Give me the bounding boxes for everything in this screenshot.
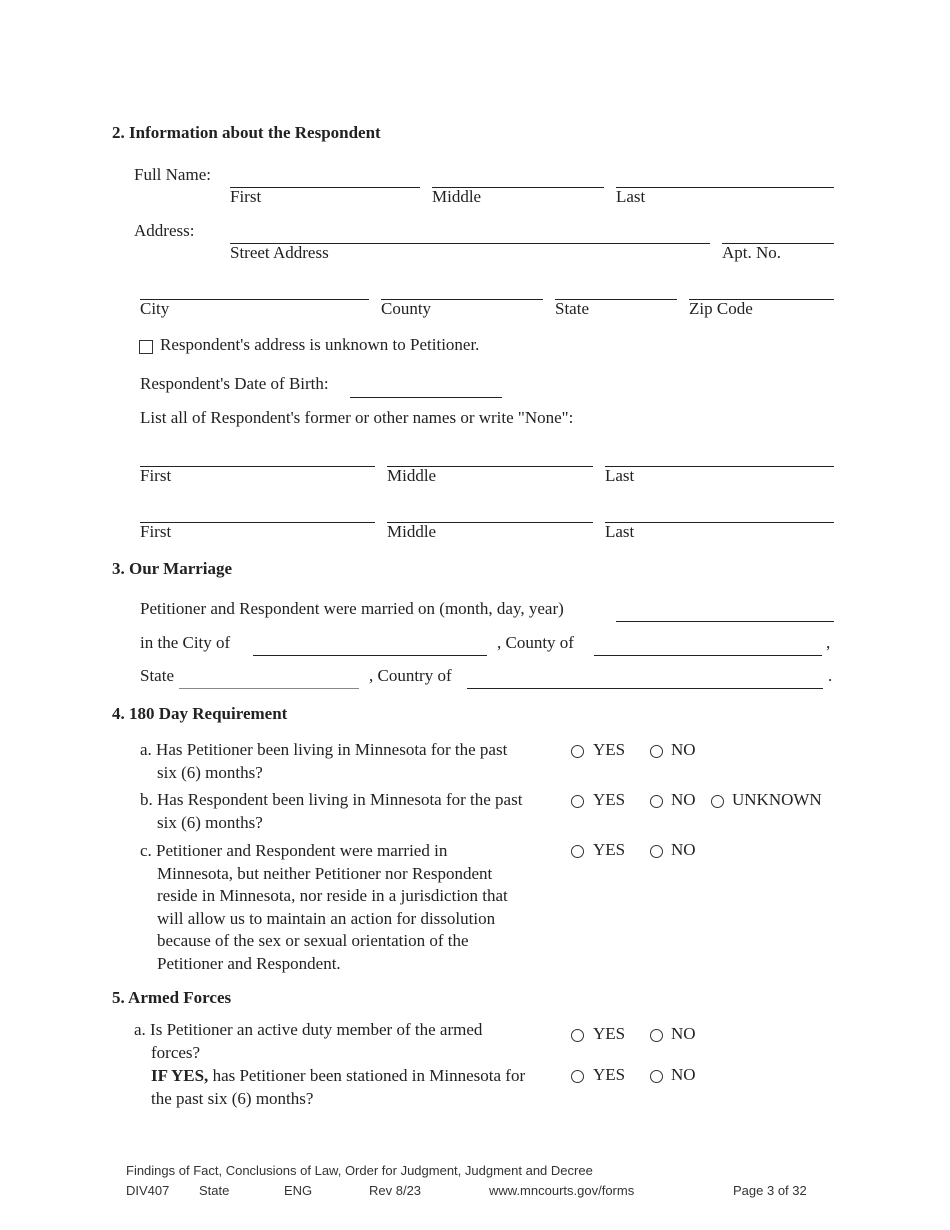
- former-first-field-1[interactable]: [140, 466, 375, 467]
- armed-a-no-radio[interactable]: [650, 1029, 663, 1042]
- req-b-unknown-radio[interactable]: [711, 795, 724, 808]
- section-4-heading: 4. 180 Day Requirement: [112, 704, 288, 723]
- req-b-line1: b. Has Respondent been living in Minnesota for the past: [140, 790, 523, 809]
- apt-no-label: Apt. No.: [722, 243, 782, 262]
- county-label: County: [381, 299, 432, 318]
- req-b-yes-radio[interactable]: [571, 795, 584, 808]
- armed-ifyes-line2: the past six (6) months?: [151, 1089, 314, 1108]
- middle-label: Middle: [432, 187, 482, 206]
- footer-form-id: DIV407: [126, 1183, 170, 1198]
- footer-title: Findings of Fact, Conclusions of Law, Order for Judgment, Judgment and Decree: [126, 1163, 593, 1178]
- req-b-no-label: NO: [671, 790, 696, 809]
- married-on-label: Petitioner and Respondent were married on (month, day, year): [140, 599, 564, 618]
- city-label: City: [140, 299, 170, 318]
- req-b-line2: six (6) months?: [157, 813, 263, 832]
- req-c-line: c. Petitioner and Respondent were married in: [140, 841, 448, 860]
- county-of-label: , County of: [497, 633, 574, 652]
- req-c-no-radio[interactable]: [650, 845, 663, 858]
- last-name-field[interactable]: [616, 187, 834, 188]
- armed-ifyes-yes-radio[interactable]: [571, 1070, 584, 1083]
- former-middle-label-1: Middle: [387, 466, 437, 485]
- req-b-unknown-label: UNKNOWN: [732, 790, 822, 809]
- req-a-line1: a. Has Petitioner been living in Minnesota for the past: [140, 740, 508, 759]
- armed-a-yes-label: YES: [593, 1024, 626, 1043]
- address-unknown-label: Respondent's address is unknown to Petitioner.: [160, 335, 480, 354]
- footer-lang: ENG: [284, 1183, 313, 1198]
- req-c-line: will allow us to maintain an action for dissolution: [157, 908, 496, 928]
- address-label: Address:: [134, 221, 195, 240]
- armed-ifyes-yes-label: YES: [593, 1065, 626, 1084]
- marriage-date-field[interactable]: [616, 621, 834, 622]
- city-of-label: in the City of: [140, 633, 231, 652]
- footer-state: State: [199, 1183, 230, 1198]
- armed-ifyes-no-radio[interactable]: [650, 1070, 663, 1083]
- state-label: State: [555, 299, 589, 318]
- req-c-text: [140, 840, 508, 975]
- req-a-yes-label: YES: [593, 740, 626, 759]
- city-field[interactable]: [140, 299, 369, 300]
- former-first-label-2: First: [140, 522, 172, 541]
- former-middle-label-2: Middle: [387, 522, 437, 541]
- comma-punct: ,: [826, 633, 831, 652]
- marriage-country-field[interactable]: [467, 688, 823, 689]
- armed-a-no-label: NO: [671, 1024, 696, 1043]
- req-b-no-radio[interactable]: [650, 795, 663, 808]
- req-c-line: Minnesota, but neither Petitioner nor Respondent: [157, 863, 493, 883]
- former-last-label-2: Last: [605, 522, 635, 541]
- req-c-line: because of the sex or sexual orientation of the: [157, 931, 469, 950]
- req-c-no-label: NO: [671, 840, 696, 859]
- full-name-label: Full Name:: [134, 165, 211, 184]
- former-last-label-1: Last: [605, 466, 635, 485]
- armed-ifyes-no-label: NO: [671, 1065, 696, 1084]
- former-last-field-2[interactable]: [605, 522, 834, 523]
- first-label: First: [230, 187, 262, 206]
- street-address-label: Street Address: [230, 243, 329, 262]
- dob-field[interactable]: [350, 397, 502, 398]
- marriage-state-field[interactable]: [179, 688, 359, 689]
- former-first-label-1: First: [140, 466, 172, 485]
- armed-ifyes-bold: IF YES,: [151, 1066, 209, 1085]
- last-label: Last: [616, 187, 646, 206]
- period-punct: .: [828, 666, 833, 685]
- section-5-heading: 5. Armed Forces: [112, 988, 232, 1007]
- req-a-line2: six (6) months?: [157, 763, 263, 782]
- footer-page: Page 3 of 32: [733, 1183, 807, 1198]
- armed-a-line1: a. Is Petitioner an active duty member of the armed: [134, 1020, 483, 1039]
- section-2-heading: 2. Information about the Respondent: [112, 123, 381, 142]
- address-unknown-checkbox[interactable]: [139, 340, 153, 354]
- former-last-field-1[interactable]: [605, 466, 834, 467]
- country-of-label: , Country of: [369, 666, 452, 685]
- section-3-heading: 3. Our Marriage: [112, 559, 233, 578]
- armed-ifyes-line1: [151, 1066, 525, 1086]
- armed-a-yes-radio[interactable]: [571, 1029, 584, 1042]
- marriage-county-field[interactable]: [594, 655, 822, 656]
- footer-url: www.mncourts.gov/forms: [489, 1183, 635, 1198]
- armed-a-line2: forces?: [151, 1043, 201, 1062]
- req-a-yes-radio[interactable]: [571, 745, 584, 758]
- req-a-no-radio[interactable]: [650, 745, 663, 758]
- state-of-label: State: [140, 666, 174, 685]
- req-c-line: reside in Minnesota, nor reside in a jurisdiction that: [157, 886, 508, 905]
- dob-label: Respondent's Date of Birth:: [140, 374, 329, 393]
- req-c-line: Petitioner and Respondent.: [157, 953, 341, 973]
- footer-rev: Rev 8/23: [369, 1183, 422, 1198]
- armed-ifyes-rest: has Petitioner been stationed in Minnesota for: [208, 1066, 526, 1085]
- req-c-yes-radio[interactable]: [571, 845, 584, 858]
- req-b-yes-label: YES: [593, 790, 626, 809]
- zip-code-label: Zip Code: [689, 299, 753, 318]
- marriage-city-field[interactable]: [253, 655, 487, 656]
- former-names-label: List all of Respondent's former or other names or write "None":: [140, 408, 574, 427]
- req-c-yes-label: YES: [593, 840, 626, 859]
- req-a-no-label: NO: [671, 740, 696, 759]
- former-first-field-2[interactable]: [140, 522, 375, 523]
